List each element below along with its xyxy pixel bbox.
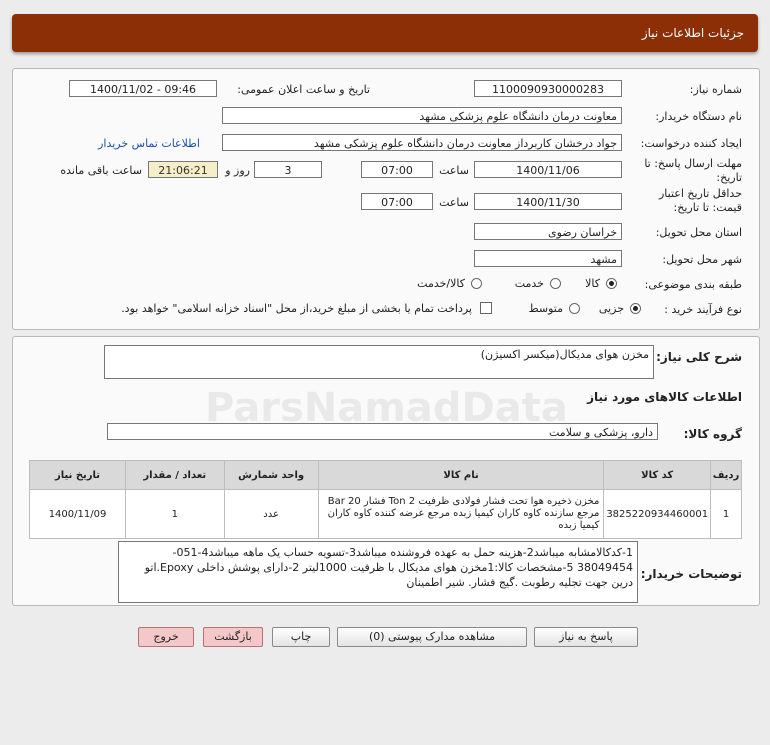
col-date: تاریخ نیاز <box>30 461 126 490</box>
requester-field[interactable]: جواد درخشان کاربرداز معاونت درمان دانشگاه علوم پزشکی مشهد <box>222 134 622 151</box>
cell-code: 3825220934460001 <box>604 490 711 539</box>
cell-row: 1 <box>711 490 742 539</box>
city-field[interactable]: مشهد <box>474 250 622 267</box>
goods-table <box>29 460 742 539</box>
table-row[interactable] <box>30 490 742 539</box>
deadline-date-field[interactable]: 1400/11/06 <box>474 161 622 178</box>
need-number-label: شماره نیاز: <box>689 83 742 96</box>
need-number-field[interactable]: 1100090930000283 <box>474 80 622 97</box>
remaining-time-field: 21:06:21 <box>148 161 218 178</box>
requester-label: ایجاد کننده درخواست: <box>640 137 742 150</box>
cell-qty: 1 <box>126 490 224 539</box>
col-name: نام کالا <box>318 461 604 490</box>
category-goods-label: کالا <box>585 277 600 290</box>
attachments-button[interactable]: مشاهده مدارک پیوستی (0) <box>337 627 527 647</box>
deadline-time-field[interactable]: 07:00 <box>361 161 433 178</box>
buyer-org-field[interactable]: معاونت درمان دانشگاه علوم پزشکی مشهد <box>222 107 622 124</box>
days-label: روز و <box>225 164 250 177</box>
col-code: کد کالا <box>604 461 711 490</box>
col-qty: تعداد / مقدار <box>126 461 224 490</box>
process-type-label: نوع فرآیند خرید : <box>664 303 742 316</box>
validity-time-label: ساعت <box>439 196 469 209</box>
announce-datetime-field[interactable]: 1400/11/02 - 09:46 <box>69 80 217 97</box>
process-medium-label: متوسط <box>528 302 563 315</box>
goods-group-label: گروه کالا: <box>683 427 742 441</box>
days-remaining-field[interactable]: 3 <box>254 161 322 178</box>
page-title: جزئیات اطلاعات نیاز <box>641 26 744 40</box>
exit-button[interactable]: خروج <box>138 627 194 647</box>
deadline-label-line2: تاریخ: <box>716 171 742 184</box>
back-button[interactable]: بازگشت <box>203 627 263 647</box>
print-button[interactable]: چاپ <box>272 627 330 647</box>
buyer-notes-label: توضیحات خریدار: <box>640 567 742 581</box>
treasury-payment-note: پرداخت تمام یا بخشی از مبلغ خرید،از محل "اسناد خزانه اسلامی" خواهد بود. <box>121 302 472 315</box>
buyer-notes-field[interactable]: 1-کدکالامشابه میباشد2-هزینه حمل به عهده فروشنده میباشد3-تسویه حساب یک ماهه میباشد4-051-38049454 5-مشخصات کالا:1مخزن هوای مدیکال با ظرفیت 1000لیتر 2-دارای پوشش داخلی Epoxy.اتو درین جهت تجلیه رطوبت .گیج فشار. شیر اطمینان <box>118 541 638 603</box>
province-field[interactable]: خراسان رضوی <box>474 223 622 240</box>
summary-field[interactable]: مخزن هوای مدیکال(میکسر اکسیژن) <box>104 345 654 379</box>
buyer-org-label: نام دستگاه خریدار: <box>655 110 742 123</box>
cell-unit: عدد <box>224 490 318 539</box>
reply-button[interactable]: پاسخ به نیاز <box>534 627 638 647</box>
validity-time-field[interactable]: 07:00 <box>361 193 433 210</box>
province-label: استان محل تحویل: <box>655 226 742 239</box>
goods-table-header <box>30 461 742 490</box>
validity-date-field[interactable]: 1400/11/30 <box>474 193 622 210</box>
validity-label-line2: قیمت: تا تاریخ: <box>673 201 742 214</box>
cell-name: مخزن ذخیره هوا تحت فشار فولادی ظرفیت 2 Ton فشار 20 Bar مرجع سازنده کاوه کاران کیمیا زبده مرجع عرضه کننده کاوه کاران کیمیا زبده <box>318 490 604 539</box>
category-service-label: خدمت <box>514 277 544 290</box>
goods-section-title: اطلاعات کالاهای مورد نیاز <box>587 390 742 404</box>
category-label: طبقه بندی موضوعی: <box>644 278 742 291</box>
page-header <box>12 14 758 52</box>
summary-label: شرح کلی نیاز: <box>656 350 742 364</box>
col-row: ردیف <box>711 461 742 490</box>
deadline-time-label: ساعت <box>439 164 469 177</box>
remaining-time-label: ساعت باقی مانده <box>60 164 142 177</box>
deadline-label-line1: مهلت ارسال پاسخ: تا <box>644 157 742 170</box>
goods-group-field[interactable]: دارو، پزشکی و سلامت <box>107 423 658 440</box>
col-unit: واحد شمارش <box>224 461 318 490</box>
validity-label-line1: حداقل تاریخ اعتبار <box>658 187 742 200</box>
category-goods-radio[interactable] <box>606 278 617 289</box>
announce-datetime-label: تاریخ و ساعت اعلان عمومی: <box>237 83 370 96</box>
contact-info-link[interactable]: اطلاعات تماس خریدار <box>98 137 200 150</box>
city-label: شهر محل تحویل: <box>662 253 742 266</box>
process-medium-radio[interactable] <box>569 303 580 314</box>
category-both-label: کالا/خدمت <box>417 277 465 290</box>
category-both-radio[interactable] <box>471 278 482 289</box>
treasury-payment-checkbox[interactable] <box>480 302 492 314</box>
process-minor-label: جزیی <box>598 302 624 315</box>
category-service-radio[interactable] <box>550 278 561 289</box>
cell-date: 1400/11/09 <box>30 490 126 539</box>
process-minor-radio[interactable] <box>630 303 641 314</box>
